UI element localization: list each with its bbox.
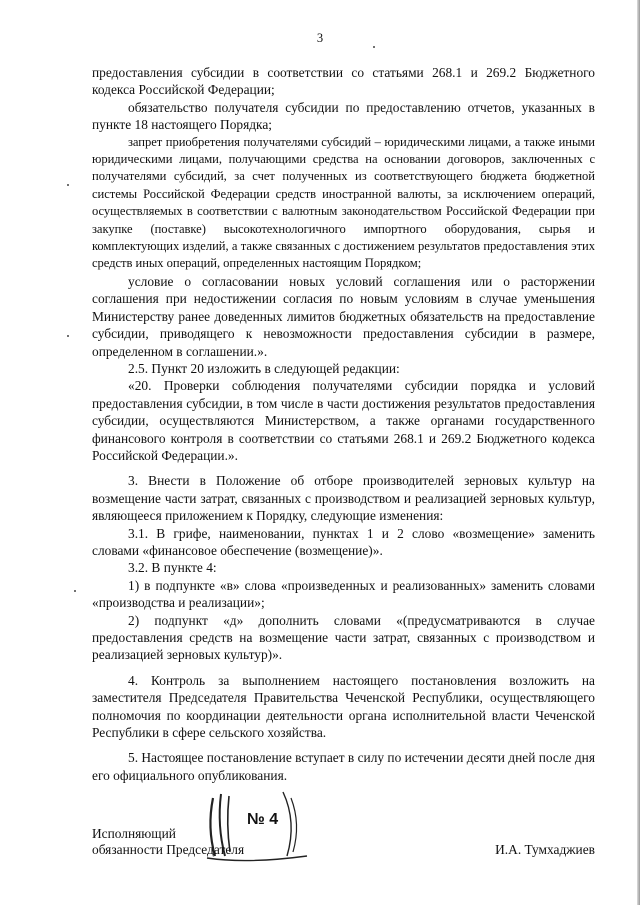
scan-speck (373, 46, 375, 48)
paragraph: предоставления субсидии в соответствии со статьями 268.1 и 269.2 Бюджетного кодекса Российской Федерации; (92, 65, 595, 98)
scan-speck (67, 335, 69, 337)
paragraph-gap (92, 664, 595, 672)
stamp-label: № 4 (247, 811, 279, 828)
scan-speck (67, 184, 69, 186)
signatory-name: И.А. Тумхаджиев (495, 842, 595, 857)
document-body (92, 64, 595, 784)
paragraph: условие о согласовании новых условий соглашения или о расторжении соглашения при недостижении согласия по новым условиям в случае уменьшения Министерству ранее доведенных лимитов бюджетных обязательств на предоставление субсидии, приводящего к невозможности предоставления субсидии в размере, определенном в соглашении.». (92, 273, 595, 359)
paragraph-gap (92, 464, 595, 472)
signature-block (92, 826, 595, 866)
paragraph: запрет приобретения получателями субсидий – юридическими лицами, а также иными юридическими лицами, получающими средства на основании договоров, заключенных с получателями субсидий, за счет полученных из соответствующего бюджета бюджетной системы Российской Федерации средств иностранной валюты, за исключением операций, осуществляемых в соответствии с валютным законодательством Российской Федерации при закупке (поставке) высокотехнологичного импортного оборудования, сырья и комплектующих изделий, а также связанных с достижением результатов предоставления этих средств иных операций, определенных настоящим Порядком; (92, 134, 595, 271)
paragraph: 1) в подпункте «в» слова «произведенных и реализованных» заменить словами «производства и реализации»; (92, 577, 595, 611)
paragraph: 3.2. В пункте 4: (128, 560, 217, 576)
paragraph: обязательство получателя субсидии по предоставлению отчетов, указанных в пункте 18 настоящего Порядка; (92, 99, 595, 133)
signatory-position-line2: обязанности Председателя (92, 841, 245, 857)
paragraph-gap (92, 741, 595, 749)
paragraph: 3.1. В грифе, наименовании, пунктах 1 и 2 слово «возмещение» заменить словами «финансовое обеспечение (возмещение)». (92, 525, 595, 558)
paragraph: 3. Внести в Положение об отборе производителей зерновых культур на возмещение части затрат, связанных с производством и реализацией зерновых культур, являющееся приложением к Порядку, следующие изменения: (92, 473, 595, 524)
page-number: 3 (316, 31, 324, 45)
paragraph: 5. Настоящее постановление вступает в силу по истечении десяти дней после дня его официального опубликования. (92, 750, 595, 783)
paragraph: 4. Контроль за выполнением настоящего постановления возложить на заместителя Председателя Правительства Чеченской Республики, осуществляющего полномочия по координации деятельности органа исполнительной власти Чеченской Республики в сфере сельского хозяйства. (92, 672, 595, 741)
signatory-position-line1: Исполняющий (92, 826, 176, 841)
paragraph: «20. Проверки соблюдения получателями субсидии порядка и условий предоставления субсидии, в том числе в части достижения результатов предоставления субсидии, осуществляются Министерством, а также органами государственного финансового контроля в соответствии со статьями 268.1 и 269.2 Бюджетного кодекса Российской Федерации.». (92, 378, 595, 463)
signatory-position (92, 826, 244, 857)
paragraph: 2) подпункт «д» дополнить словами «(предусматриваются в случае предоставления средств на возмещение части затрат, связанных с производством и реализацией зерновых культур)». (92, 612, 595, 663)
scan-speck (74, 590, 76, 592)
paragraph: 2.5. Пункт 20 изложить в следующей редакции: (128, 360, 400, 376)
